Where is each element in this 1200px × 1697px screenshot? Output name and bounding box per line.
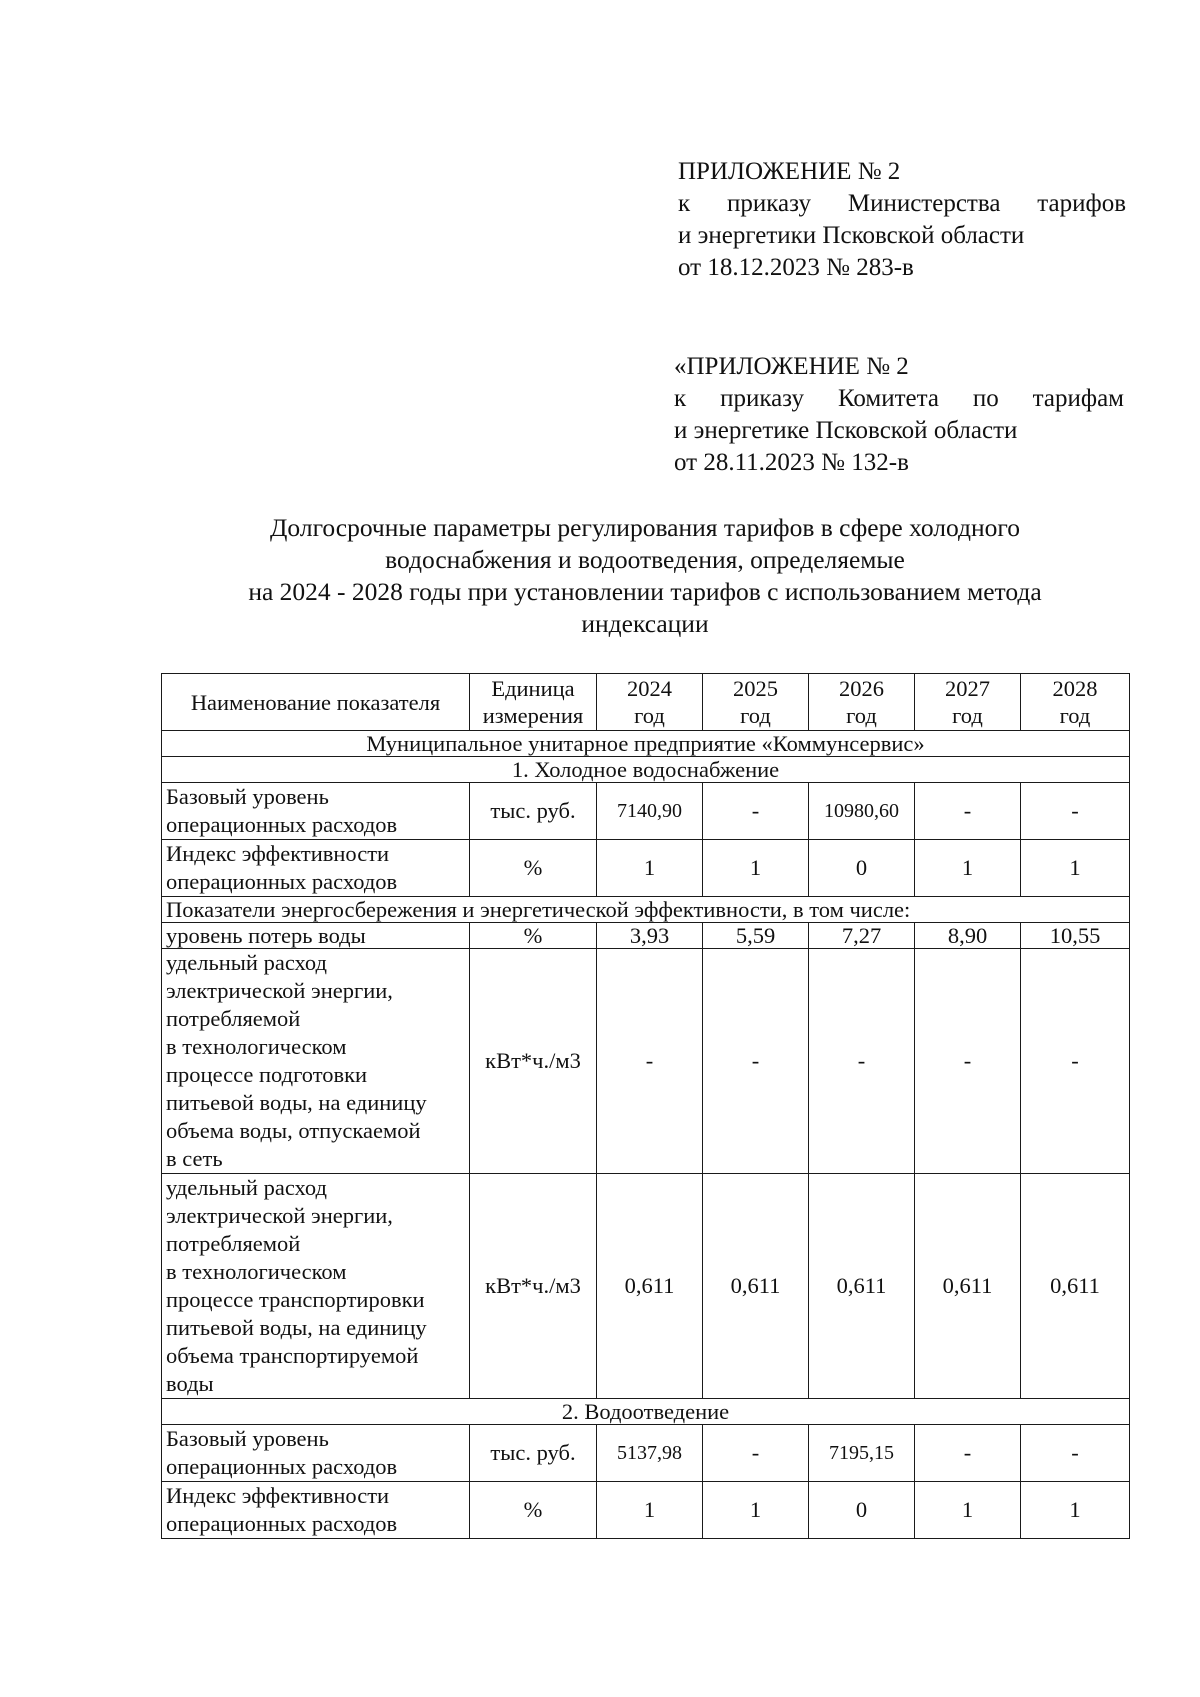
- table-row: Индекс эффективности операционных расходов % 1 1 0 1 1: [162, 840, 1130, 897]
- appendix-authority-line: и энергетики Псковской области: [678, 222, 1025, 249]
- appendix-date-line: от 28.11.2023 № 132-в: [674, 449, 909, 476]
- appendix-title: ПРИЛОЖЕНИЕ № 2: [678, 158, 901, 185]
- appendix-title: «ПРИЛОЖЕНИЕ № 2: [674, 353, 909, 380]
- table-header-row: [162, 674, 1130, 731]
- tariff-parameters-table: [161, 673, 1130, 1539]
- header-unit: Единица измерения: [470, 674, 597, 731]
- appendix-order-line: к приказу Министерства тарифов: [678, 190, 1126, 217]
- table-row: удельный расход электрической энергии, потребляемой в технологическом процессе транспортировки питьевой воды, на единицу объема транспортируемой воды кВт*ч./м3 0,611 0,611 0,611 0,611 0,611: [162, 1174, 1130, 1399]
- header-year: 2028 год: [1021, 674, 1130, 731]
- header-year: 2027 год: [915, 674, 1021, 731]
- table-row: уровень потерь воды % 3,93 5,59 7,27 8,90 10,55: [162, 923, 1130, 949]
- table-row: Индекс эффективности операционных расходов % 1 1 0 1 1: [162, 1482, 1130, 1539]
- appendix-header-current: [678, 156, 1126, 284]
- section-row: [162, 1399, 1130, 1425]
- row-name-transport: удельный расход электрической энергии, потребляемой в технологическом процессе транспортировки питьевой воды, на единицу объема транспортируемой воды: [162, 1174, 470, 1399]
- section-wastewater: 2. Водоотведение: [162, 1399, 1130, 1425]
- subsection-row: [162, 897, 1130, 923]
- header-year: 2024 год: [597, 674, 703, 731]
- document-title: Долгосрочные параметры регулирования тарифов в сфере холодного водоснабжения и водоотведения, определяемые на 2024 - 2028 годы при установлении тарифов с использованием метода индексации: [248, 513, 1042, 638]
- row-name-preparation: удельный расход электрической энергии, потребляемой в технологическом процессе подготовки питьевой воды, на единицу объема воды, отпускаемой в сеть: [162, 949, 470, 1174]
- header-year: 2025 год: [703, 674, 809, 731]
- table-row: Базовый уровень операционных расходов тыс. руб. 5137,98 - 7195,15 - -: [162, 1425, 1130, 1482]
- appendix-order-line: к приказу Комитета по тарифам: [674, 385, 1124, 412]
- appendix-header-amended: [674, 351, 1124, 479]
- energy-indicators-header: Показатели энергосбережения и энергетической эффективности, в том числе:: [162, 897, 1130, 923]
- table-row: Базовый уровень операционных расходов тыс. руб. 7140,90 - 10980,60 - -: [162, 783, 1130, 840]
- header-year: 2026 год: [809, 674, 915, 731]
- appendix-date-line: от 18.12.2023 № 283-в: [678, 254, 914, 281]
- table-row: удельный расход электрической энергии, потребляемой в технологическом процессе подготовки питьевой воды, на единицу объема воды, отпускаемой в сеть кВт*ч./м3 - - - - -: [162, 949, 1130, 1174]
- appendix-authority-line: и энергетике Псковской области: [674, 417, 1018, 444]
- section-row: [162, 757, 1130, 783]
- section-cold-water: 1. Холодное водоснабжение: [162, 757, 1130, 783]
- organization-name: Муниципальное унитарное предприятие «Коммунсервис»: [162, 731, 1130, 757]
- header-name: Наименование показателя: [162, 674, 470, 731]
- organization-row: [162, 731, 1130, 757]
